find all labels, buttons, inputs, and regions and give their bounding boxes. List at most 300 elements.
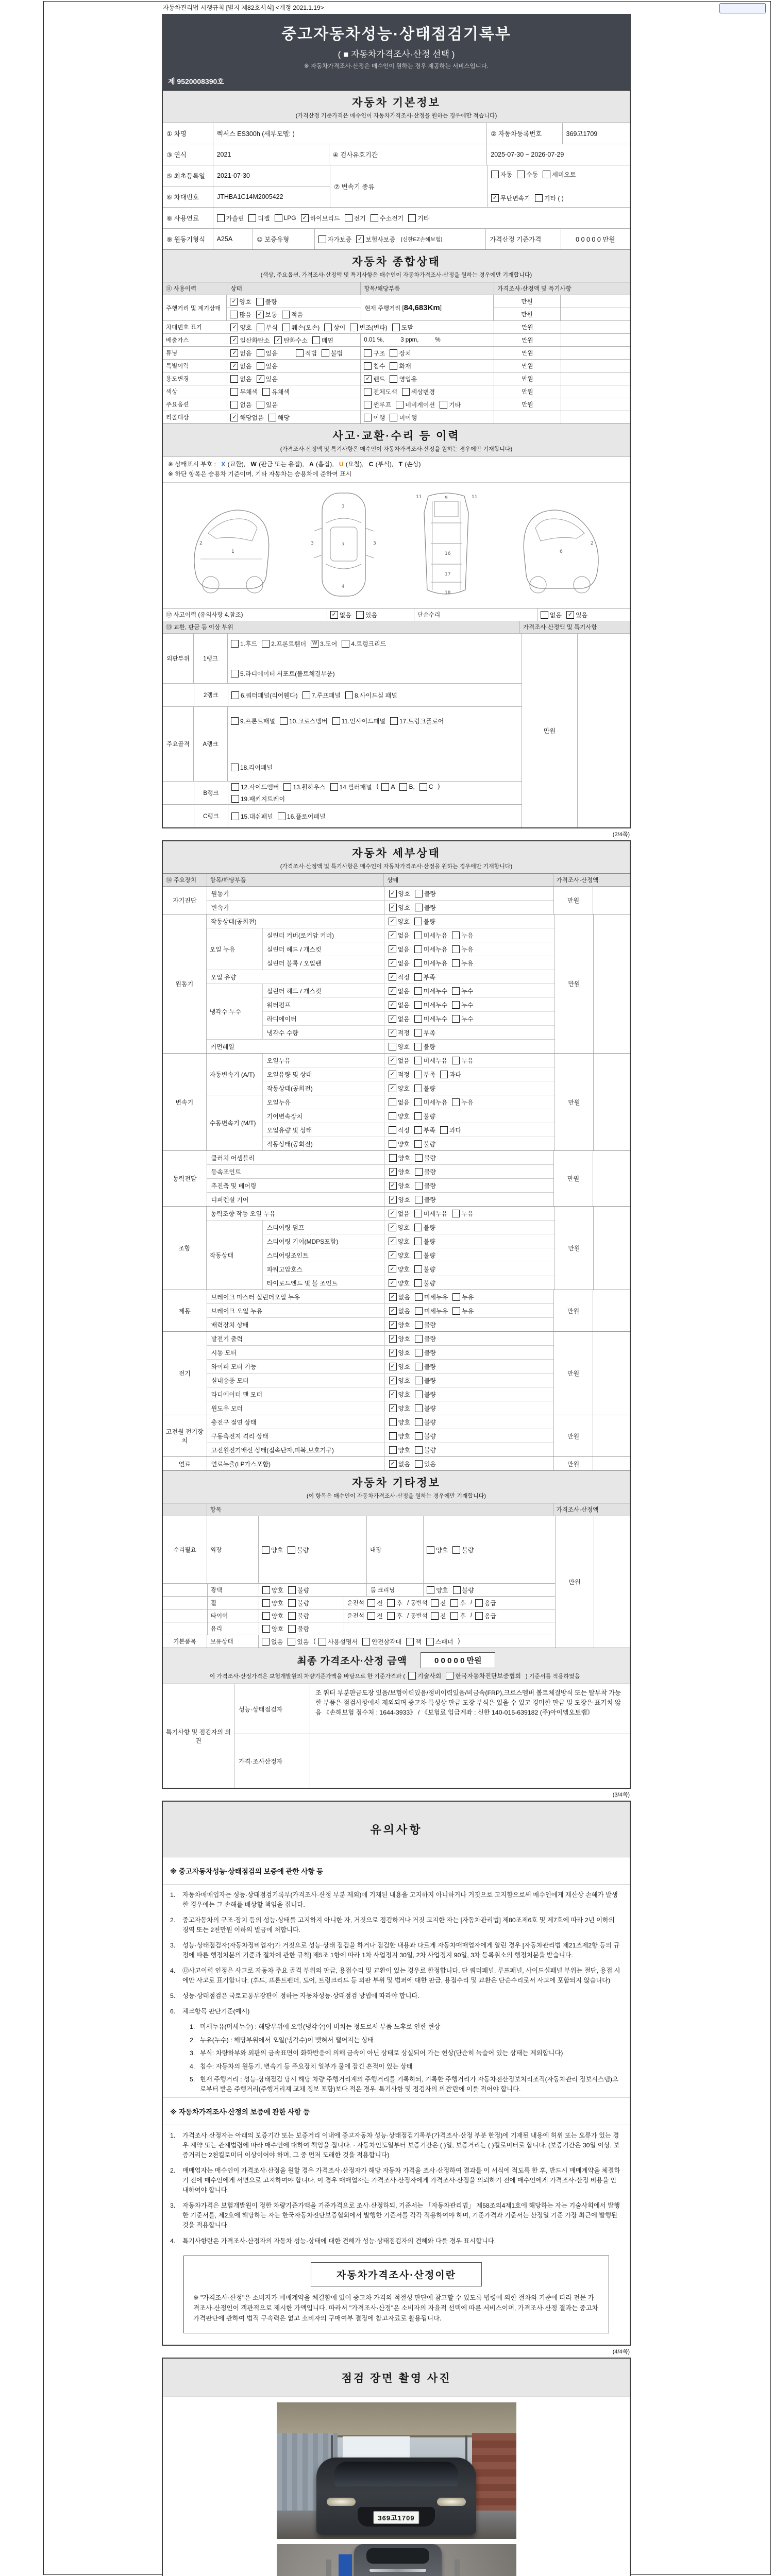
checkbox[interactable]: ✓: [566, 611, 574, 619]
checkbox[interactable]: [312, 336, 320, 344]
checkbox-option[interactable]: [517, 170, 538, 179]
checkbox-option[interactable]: [415, 903, 436, 912]
checkbox-option[interactable]: [231, 783, 279, 791]
checkbox[interactable]: [330, 783, 338, 791]
checkbox[interactable]: [257, 349, 264, 357]
checkbox[interactable]: [452, 931, 460, 939]
checkbox[interactable]: [452, 1210, 460, 1217]
checkbox[interactable]: [415, 1432, 423, 1440]
checkbox[interactable]: [262, 1586, 270, 1594]
checkbox-option[interactable]: [230, 375, 251, 383]
checkbox-option[interactable]: [426, 1637, 453, 1646]
checkbox-option[interactable]: [389, 1362, 410, 1371]
checkbox-option[interactable]: [283, 783, 325, 791]
checkbox[interactable]: [541, 611, 548, 619]
checkbox-option[interactable]: [389, 1307, 410, 1315]
checkbox-option[interactable]: [440, 400, 461, 409]
checkbox-option[interactable]: [362, 1637, 401, 1646]
checkbox-option[interactable]: [414, 1112, 435, 1121]
checkbox[interactable]: [414, 1126, 422, 1134]
checkbox-option[interactable]: [389, 1293, 410, 1301]
checkbox[interactable]: [364, 362, 372, 370]
checkbox-option[interactable]: [414, 1237, 435, 1246]
checkbox-option[interactable]: [392, 323, 413, 332]
checkbox[interactable]: [231, 764, 239, 771]
checkbox[interactable]: [414, 1071, 422, 1078]
checkbox[interactable]: [280, 717, 288, 725]
checkbox[interactable]: [324, 324, 332, 331]
checkbox[interactable]: [371, 214, 378, 222]
checkbox-option[interactable]: [303, 691, 341, 700]
checkbox-option[interactable]: [414, 1014, 447, 1023]
checkbox-option[interactable]: [230, 323, 251, 332]
checkbox-option[interactable]: [389, 1112, 410, 1121]
checkbox-option[interactable]: [288, 1599, 309, 1607]
checkbox[interactable]: [431, 1599, 439, 1607]
checkbox[interactable]: [414, 1001, 422, 1009]
checkbox[interactable]: [389, 1098, 396, 1106]
checkbox[interactable]: [415, 1182, 423, 1190]
checkbox-option[interactable]: [452, 1546, 474, 1554]
checkbox[interactable]: [389, 1112, 396, 1120]
checkbox[interactable]: ✓: [356, 235, 364, 243]
checkbox[interactable]: ✓: [389, 1196, 397, 1204]
checkbox-option[interactable]: [332, 717, 385, 725]
checkbox-option[interactable]: [414, 931, 447, 940]
checkbox[interactable]: [356, 611, 364, 619]
checkbox-option[interactable]: [414, 1028, 435, 1037]
checkbox[interactable]: [262, 1638, 270, 1646]
checkbox[interactable]: ✓: [230, 298, 238, 306]
checkbox-option[interactable]: [389, 1167, 410, 1176]
checkbox-option[interactable]: [431, 1599, 446, 1607]
checkbox-option[interactable]: [414, 1070, 435, 1079]
checkbox-option[interactable]: [256, 297, 277, 306]
checkbox-option[interactable]: [414, 1042, 435, 1051]
checkbox[interactable]: ✓: [389, 1349, 397, 1357]
checkbox[interactable]: ✓: [230, 414, 238, 421]
checkbox-option[interactable]: [278, 812, 326, 821]
checkbox-option[interactable]: [231, 717, 275, 725]
checkbox-option[interactable]: [257, 375, 278, 383]
checkbox-option[interactable]: [491, 170, 512, 179]
checkbox[interactable]: [475, 1599, 483, 1607]
checkbox[interactable]: [414, 1057, 422, 1064]
checkbox[interactable]: [414, 1210, 422, 1217]
checkbox[interactable]: ✓: [389, 1307, 397, 1315]
checkbox[interactable]: [414, 945, 422, 953]
checkbox-option[interactable]: [414, 1140, 435, 1148]
checkbox-option[interactable]: [262, 639, 306, 648]
checkbox-option[interactable]: [389, 917, 410, 926]
checkbox-option[interactable]: [431, 1612, 446, 1620]
checkbox-option[interactable]: [415, 1154, 436, 1162]
checkbox[interactable]: [350, 324, 358, 331]
checkbox[interactable]: [217, 214, 225, 222]
checkbox-option[interactable]: [345, 691, 397, 700]
checkbox[interactable]: [414, 973, 422, 981]
checkbox-option[interactable]: [389, 1209, 410, 1218]
checkbox[interactable]: [288, 1638, 295, 1646]
checkbox-option[interactable]: [364, 400, 391, 409]
checkbox[interactable]: [268, 414, 276, 421]
checkbox[interactable]: [431, 1612, 439, 1620]
checkbox-option[interactable]: [415, 1334, 436, 1343]
checkbox[interactable]: [262, 1625, 270, 1633]
checkbox[interactable]: [231, 717, 239, 725]
checkbox[interactable]: [452, 1546, 460, 1554]
checkbox-option[interactable]: [402, 387, 435, 396]
checkbox[interactable]: [450, 1612, 458, 1620]
checkbox-option[interactable]: [399, 783, 414, 791]
checkbox-option[interactable]: [389, 959, 410, 968]
checkbox[interactable]: [283, 783, 291, 791]
checkbox-option[interactable]: [389, 1042, 410, 1051]
checkbox[interactable]: [231, 691, 239, 699]
checkbox[interactable]: [452, 987, 460, 995]
checkbox-option[interactable]: [390, 413, 417, 422]
checkbox-option[interactable]: [389, 973, 410, 981]
checkbox-option[interactable]: [231, 691, 298, 700]
checkbox-option[interactable]: [389, 1251, 410, 1260]
checkbox-option[interactable]: [389, 1404, 410, 1413]
checkbox[interactable]: [248, 214, 256, 222]
checkbox-option[interactable]: [389, 1279, 410, 1287]
checkbox[interactable]: ✓: [389, 1377, 397, 1384]
checkbox[interactable]: [415, 1168, 423, 1176]
checkbox[interactable]: ✓: [389, 1265, 396, 1273]
w-mark-box[interactable]: W: [311, 640, 318, 648]
checkbox[interactable]: [415, 1460, 423, 1468]
checkbox-option[interactable]: [389, 987, 410, 995]
checkbox[interactable]: [415, 1391, 423, 1398]
checkbox[interactable]: [415, 1446, 423, 1454]
checkbox-option[interactable]: [452, 1209, 473, 1218]
checkbox-option[interactable]: [427, 1546, 448, 1554]
checkbox[interactable]: ✓: [230, 349, 238, 357]
checkbox-option[interactable]: [415, 889, 436, 898]
checkbox[interactable]: ✓: [301, 214, 309, 222]
checkbox-option[interactable]: [452, 1014, 473, 1023]
checkbox[interactable]: [427, 1586, 434, 1594]
checkbox-option[interactable]: [324, 323, 345, 332]
checkbox[interactable]: [414, 1279, 422, 1287]
checkbox-option[interactable]: [475, 1612, 496, 1620]
checkbox-option[interactable]: [414, 1001, 447, 1009]
checkbox[interactable]: [440, 401, 447, 409]
checkbox-option[interactable]: [230, 349, 251, 358]
checkbox-option[interactable]: [389, 1446, 410, 1454]
checkbox[interactable]: [231, 670, 239, 677]
checkbox[interactable]: [414, 1251, 422, 1259]
checkbox[interactable]: [414, 1140, 422, 1148]
checkbox-option[interactable]: [389, 945, 410, 954]
checkbox-option[interactable]: [475, 1599, 496, 1607]
checkbox-option[interactable]: [452, 1098, 473, 1107]
checkbox-option[interactable]: [415, 1460, 436, 1468]
checkbox[interactable]: [387, 1599, 395, 1607]
checkbox[interactable]: ✓: [389, 1251, 396, 1259]
checkbox-option[interactable]: [452, 1056, 473, 1065]
checkbox-option[interactable]: [396, 400, 435, 409]
checkbox[interactable]: [288, 1625, 296, 1633]
checkbox[interactable]: [402, 388, 410, 396]
checkbox[interactable]: [364, 349, 372, 357]
checkbox[interactable]: [415, 1321, 423, 1329]
checkbox[interactable]: [452, 1307, 460, 1315]
checkbox-option[interactable]: [282, 310, 303, 319]
checkbox-option[interactable]: [390, 375, 417, 383]
checkbox-option[interactable]: [389, 1376, 410, 1385]
checkbox-option[interactable]: [415, 1390, 436, 1399]
checkbox[interactable]: ✓: [389, 1321, 397, 1329]
checkbox-option[interactable]: [389, 1265, 410, 1274]
checkbox[interactable]: ✓: [389, 1335, 397, 1343]
checkbox[interactable]: [408, 1672, 416, 1680]
checkbox[interactable]: [288, 1586, 296, 1594]
checkbox-option[interactable]: [275, 214, 296, 222]
checkbox-option[interactable]: [389, 1028, 410, 1037]
checkbox-option[interactable]: [415, 1446, 436, 1454]
checkbox-option[interactable]: [262, 1599, 283, 1607]
checkbox-option[interactable]: [414, 1223, 435, 1232]
checkbox-option[interactable]: [491, 194, 530, 202]
checkbox-option[interactable]: [414, 1084, 435, 1093]
checkbox[interactable]: [414, 1238, 422, 1245]
checkbox[interactable]: ✓: [389, 987, 396, 995]
checkbox[interactable]: [414, 959, 422, 967]
checkbox-option[interactable]: [364, 362, 385, 370]
checkbox-option[interactable]: [371, 214, 404, 223]
checkbox-option[interactable]: [381, 783, 395, 791]
checkbox[interactable]: ✓: [389, 1279, 396, 1287]
checkbox-option[interactable]: [389, 1390, 410, 1399]
checkbox-option[interactable]: [414, 1056, 447, 1065]
checkbox[interactable]: [414, 1015, 422, 1023]
checkbox[interactable]: [414, 1098, 422, 1106]
checkbox-option[interactable]: [387, 1612, 402, 1620]
checkbox-option[interactable]: [452, 931, 473, 940]
checkbox[interactable]: [389, 1140, 396, 1148]
checkbox[interactable]: [345, 214, 352, 222]
checkbox-option[interactable]: [446, 1671, 521, 1680]
checkbox[interactable]: [389, 1126, 396, 1134]
checkbox[interactable]: [452, 945, 460, 953]
checkbox[interactable]: [415, 1154, 423, 1162]
checkbox-option[interactable]: [415, 1307, 448, 1315]
checkbox[interactable]: [389, 1432, 397, 1440]
checkbox[interactable]: [415, 1404, 423, 1412]
checkbox-option[interactable]: [364, 387, 397, 396]
checkbox-option[interactable]: [280, 717, 328, 725]
checkbox-option[interactable]: [318, 1637, 358, 1646]
checkbox[interactable]: [415, 1196, 423, 1204]
checkbox-option[interactable]: [230, 336, 270, 345]
checkbox[interactable]: [387, 1612, 395, 1620]
checkbox-option[interactable]: [390, 717, 444, 725]
checkbox[interactable]: [364, 414, 372, 421]
checkbox[interactable]: [396, 401, 404, 409]
checkbox[interactable]: [415, 904, 423, 911]
checkbox-option[interactable]: [248, 214, 270, 223]
checkbox-option[interactable]: [364, 413, 385, 422]
checkbox[interactable]: [390, 375, 397, 383]
checkbox[interactable]: [392, 324, 400, 331]
checkbox[interactable]: [230, 311, 238, 318]
checkbox[interactable]: [452, 1057, 460, 1064]
checkbox-option[interactable]: [262, 1586, 283, 1595]
checkbox[interactable]: ✓: [389, 931, 396, 939]
checkbox[interactable]: ✓: [364, 375, 372, 383]
checkbox-option[interactable]: [389, 903, 410, 912]
checkbox-option[interactable]: [389, 1195, 410, 1204]
checkbox[interactable]: [275, 214, 282, 222]
checkbox[interactable]: [262, 1612, 270, 1620]
checkbox[interactable]: [367, 1612, 375, 1620]
checkbox[interactable]: ✓: [389, 1293, 397, 1301]
checkbox[interactable]: [414, 1112, 422, 1120]
checkbox[interactable]: ✓: [389, 1084, 396, 1092]
checkbox-option[interactable]: [367, 1599, 383, 1607]
checkbox-option[interactable]: [262, 1624, 283, 1633]
checkbox[interactable]: [364, 388, 372, 396]
checkbox[interactable]: [399, 783, 407, 791]
checkbox[interactable]: [257, 362, 264, 370]
checkbox[interactable]: [450, 1599, 458, 1607]
checkbox-option[interactable]: [389, 1140, 410, 1148]
checkbox-option[interactable]: [415, 1432, 436, 1440]
checkbox[interactable]: [262, 1546, 270, 1554]
checkbox-option[interactable]: [415, 1181, 436, 1190]
checkbox-option[interactable]: [389, 1223, 410, 1232]
checkbox-option[interactable]: [415, 1404, 436, 1413]
checkbox-option[interactable]: [288, 1624, 309, 1633]
checkbox[interactable]: ✓: [330, 611, 338, 619]
checkbox[interactable]: [535, 194, 543, 202]
checkbox[interactable]: [364, 401, 372, 409]
checkbox-option[interactable]: [452, 959, 473, 968]
checkbox[interactable]: ✓: [389, 1460, 397, 1468]
checkbox-option[interactable]: [288, 1546, 309, 1554]
checkbox-option[interactable]: [389, 1334, 410, 1343]
checkbox-option[interactable]: [390, 362, 411, 370]
checkbox[interactable]: [406, 1638, 414, 1646]
checkbox-option[interactable]: [453, 1586, 474, 1595]
checkbox-option[interactable]: [350, 323, 387, 332]
checkbox[interactable]: ✓: [389, 1210, 396, 1217]
checkbox[interactable]: [296, 349, 304, 357]
checkbox[interactable]: [414, 1029, 422, 1037]
checkbox[interactable]: [231, 640, 239, 648]
checkbox[interactable]: ✓: [389, 1029, 396, 1037]
checkbox-option[interactable]: [415, 1376, 436, 1385]
checkbox-option[interactable]: [356, 235, 395, 244]
checkbox[interactable]: [345, 691, 353, 699]
checkbox-option[interactable]: [262, 1637, 283, 1646]
checkbox-option[interactable]: [440, 1126, 461, 1134]
checkbox-option[interactable]: [541, 611, 562, 619]
checkbox[interactable]: [452, 1001, 460, 1009]
checkbox-option[interactable]: [312, 336, 333, 345]
checkbox-option[interactable]: [389, 931, 410, 940]
checkbox-option[interactable]: [257, 400, 278, 409]
checkbox-option[interactable]: [268, 413, 290, 422]
checkbox[interactable]: [415, 1307, 423, 1315]
checkbox[interactable]: ✓: [274, 336, 282, 344]
checkbox[interactable]: [288, 1599, 296, 1607]
checkbox[interactable]: [415, 1349, 423, 1357]
checkbox-option[interactable]: [230, 387, 258, 396]
checkbox[interactable]: [231, 795, 239, 803]
checkbox[interactable]: [543, 171, 550, 178]
checkbox-option[interactable]: [440, 1070, 461, 1079]
checkbox-option[interactable]: [389, 1098, 410, 1107]
checkbox[interactable]: [389, 1154, 397, 1162]
checkbox[interactable]: [257, 401, 264, 409]
checkbox[interactable]: [414, 1224, 422, 1231]
checkbox-option[interactable]: [414, 1098, 447, 1107]
checkbox[interactable]: [415, 890, 423, 897]
checkbox[interactable]: [262, 640, 270, 648]
checkbox-option[interactable]: [427, 1586, 448, 1595]
checkbox-option[interactable]: [450, 1612, 466, 1620]
checkbox-option[interactable]: [452, 945, 473, 954]
checkbox[interactable]: [256, 298, 264, 306]
checkbox[interactable]: [414, 1043, 422, 1050]
checkbox-option[interactable]: [452, 1001, 473, 1009]
checkbox-option[interactable]: [274, 336, 307, 345]
checkbox[interactable]: [282, 324, 290, 331]
checkbox-option[interactable]: [230, 297, 251, 306]
checkbox[interactable]: ✓: [389, 945, 396, 953]
checkbox-option[interactable]: [408, 214, 429, 223]
checkbox[interactable]: [414, 931, 422, 939]
checkbox[interactable]: ✓: [257, 375, 264, 383]
checkbox-option[interactable]: [230, 362, 251, 370]
checkbox[interactable]: [230, 375, 238, 383]
checkbox[interactable]: [262, 388, 270, 396]
checkbox-option[interactable]: [452, 987, 473, 995]
checkbox-option[interactable]: [389, 1237, 410, 1246]
checkbox[interactable]: [231, 783, 239, 791]
checkbox[interactable]: [419, 783, 427, 791]
checkbox[interactable]: ✓: [389, 918, 396, 925]
checkbox-option[interactable]: [389, 1014, 410, 1023]
checkbox[interactable]: [390, 717, 398, 725]
checkbox[interactable]: ✓: [389, 1391, 397, 1398]
checkbox-option[interactable]: [389, 1084, 410, 1093]
checkbox-option[interactable]: [566, 611, 587, 619]
checkbox-option[interactable]: [367, 1612, 383, 1620]
checkbox-option[interactable]: [389, 1418, 410, 1427]
checkbox-option[interactable]: [282, 323, 320, 332]
checkbox-option[interactable]: [231, 763, 273, 772]
checkbox[interactable]: [389, 1418, 397, 1426]
checkbox-option[interactable]: [256, 310, 277, 319]
checkbox-option[interactable]: [415, 1348, 436, 1357]
checkbox-option[interactable]: [414, 987, 447, 995]
checkbox-option[interactable]: [415, 1293, 448, 1301]
checkbox-option[interactable]: [406, 1637, 422, 1646]
checkbox[interactable]: [288, 1612, 296, 1620]
checkbox-option[interactable]: [231, 794, 285, 803]
checkbox-option[interactable]: [389, 1181, 410, 1190]
checkbox-option[interactable]: [217, 214, 244, 223]
checkbox[interactable]: [318, 1638, 326, 1646]
checkbox[interactable]: [389, 1446, 397, 1454]
checkbox[interactable]: [288, 1546, 295, 1554]
checkbox-option[interactable]: [231, 669, 335, 678]
